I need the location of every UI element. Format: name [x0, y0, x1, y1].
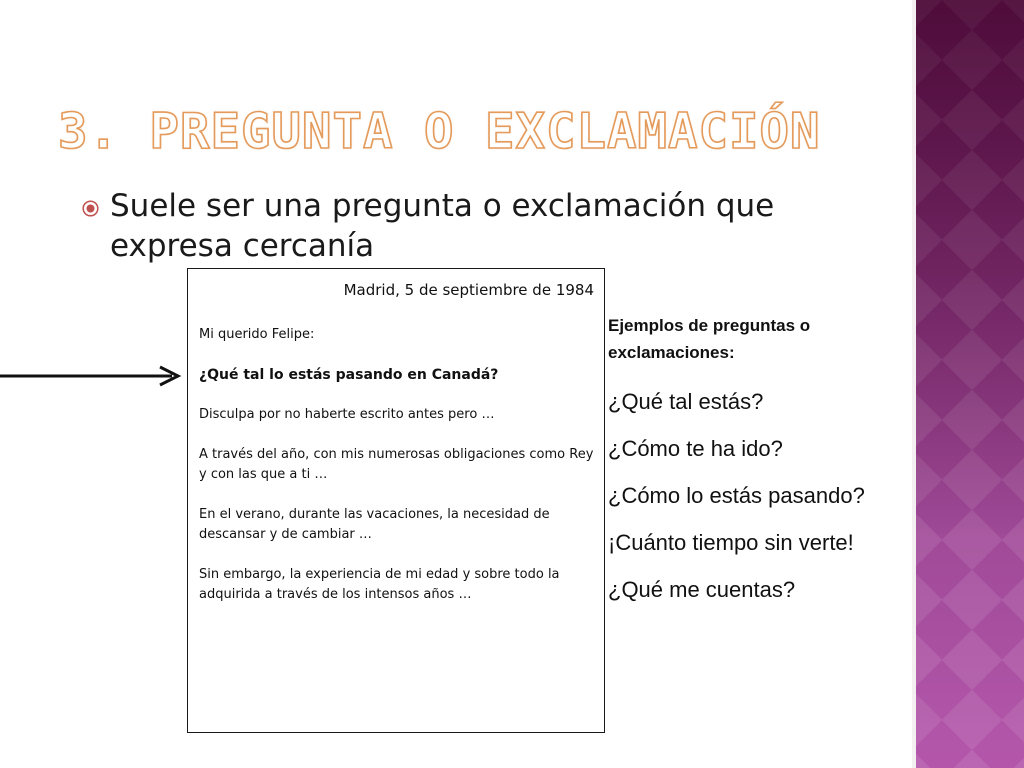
letter-date: Madrid, 5 de septiembre de 1984 — [343, 281, 594, 299]
example-item: ¿Cómo lo estás pasando? — [608, 483, 865, 508]
letter-question: ¿Qué tal lo estás pasando en Canadá? — [199, 367, 499, 383]
example-item: ¿Qué me cuentas? — [608, 577, 796, 602]
letter-greeting: Mi querido Felipe: — [199, 327, 315, 342]
right-arrow-icon — [0, 364, 185, 388]
letter-paragraph: Sin embargo, la experiencia de mi edad y sobre todo la adquirida a través de los intensos años … — [199, 567, 560, 602]
circle-bullet-icon — [82, 200, 99, 217]
letter-paragraph: Disculpa por no haberte escrito antes pero … — [199, 407, 495, 422]
bullet-text: Suele ser una pregunta o exclamación que expresa cercanía — [110, 188, 775, 264]
letter-paragraph: En el verano, durante las vacaciones, la necesidad de descansar y de cambiar … — [199, 507, 550, 542]
examples-panel — [608, 312, 908, 613]
examples-heading: Ejemplos de preguntas o exclamaciones: — [608, 316, 811, 362]
decorative-side-band — [912, 0, 1024, 768]
slide-title: 3. PREGUNTA O EXCLAMACIÓN — [58, 103, 821, 160]
side-band-divider — [912, 0, 916, 768]
examples-list — [608, 378, 908, 613]
example-item: ¿Cómo te ha ido? — [608, 436, 783, 461]
letter-body — [199, 325, 595, 625]
letter-paragraph: A través del año, con mis numerosas obligaciones como Rey y con las que a ti … — [199, 447, 594, 482]
example-item: ¿Qué tal estás? — [608, 389, 764, 414]
letter-box — [187, 268, 605, 733]
example-item: ¡Cuánto tiempo sin verte! — [608, 530, 854, 555]
